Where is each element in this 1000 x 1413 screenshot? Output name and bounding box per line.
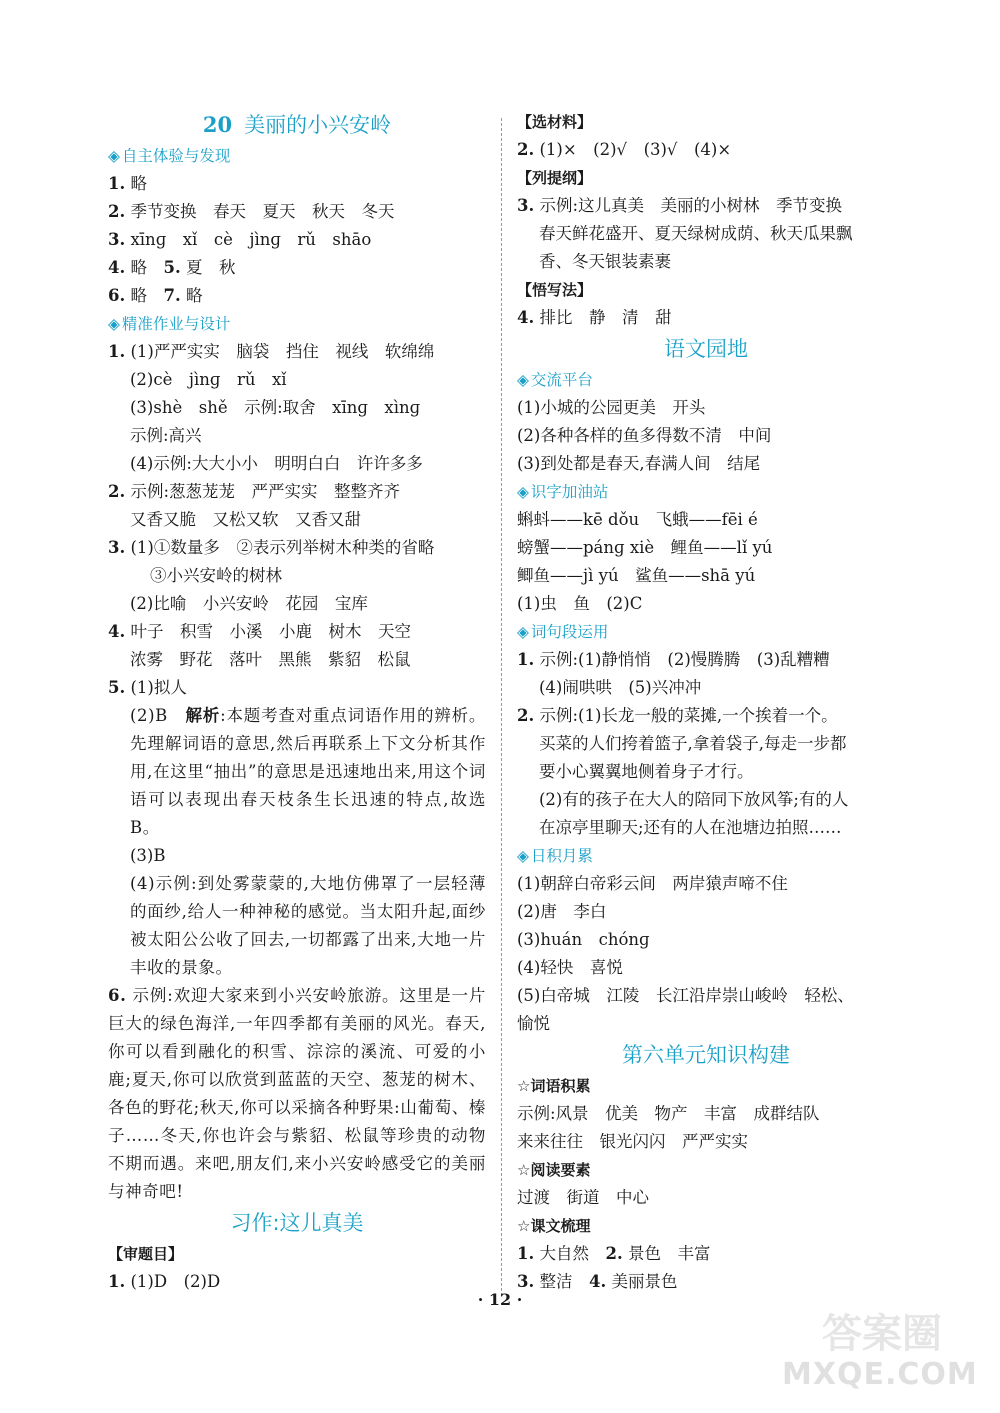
answer-line: (4)轻快 喜悦 [517, 958, 623, 977]
diamond-icon: ◈ [517, 483, 529, 501]
diamond-icon: ◈ [517, 623, 529, 641]
star-heading: ☆阅读要素 [517, 1161, 591, 1179]
bracket-heading: 【列提纲】 [517, 169, 593, 187]
answer-line: 2. (1)× (2)√ (3)√ (4)× [517, 140, 732, 159]
section-heading: ◈ 自主体验与发现 [108, 147, 231, 165]
answer-line: 6. 略 7. 略 [108, 286, 203, 305]
answer-line: 1. 示例:(1)静悄悄 (2)慢腾腾 (3)乱糟糟 [517, 650, 830, 669]
answer-line: (4)示例:大大小小 明明白白 许许多多 [130, 454, 423, 473]
answer-line: 要小心翼翼地侧着身子才行。 [539, 762, 754, 781]
diamond-icon: ◈ [517, 371, 529, 389]
unit-section-title: 语文园地 [664, 337, 748, 361]
answer-line: (5)白帝城 江陵 长江沿岸崇山峻岭 轻松、 [517, 986, 854, 1005]
section-heading: ◈ 交流平台 [517, 371, 593, 389]
answer-paragraph: (2)B 解析:本题考查对重点词语作用的辨析。先理解词语的意思,然后再联系上下文分析其作用,在这里“抽出”的意思是迅速地出来,用这个词语可以表现出春天枝条生长迅速的特点,故选B。 [130, 706, 486, 837]
answer-line: 2. 季节变换 春天 夏天 秋天 冬天 [108, 202, 395, 221]
section-heading: ◈ 词句段运用 [517, 623, 609, 641]
composition-title: 习作:这儿真美 [230, 1211, 364, 1235]
watermark-logo [782, 1311, 982, 1401]
answer-line: 春天鲜花盛开、夏天绿树成荫、秋天瓜果飘 [539, 224, 853, 243]
answer-line: (2)各种各样的鱼多得数不清 中间 [517, 426, 772, 445]
answer-line: (3)huán chónɡ [517, 930, 650, 949]
answer-line: 4. 排比 静 清 甜 [517, 308, 672, 327]
answer-line: 1. 略 [108, 174, 147, 193]
answer-paragraph: (4)示例:到处雾蒙蒙的,大地仿佛罩了一层轻薄的面纱,给人一种神秘的感觉。当太阳升起,面纱被太阳公公收了回去,一切都露了出来,大地一片丰收的景象。 [130, 874, 486, 977]
answer-line: (2)唐 李白 [517, 902, 607, 921]
answer-line: 在凉亭里聊天;还有的人在池塘边拍照…… [539, 818, 842, 837]
lesson-number: 20 [202, 112, 233, 137]
answer-line: 买菜的人们挎着篮子,拿着袋子,每走一步都 [539, 734, 847, 753]
diamond-icon: ◈ [108, 315, 120, 333]
diamond-icon: ◈ [517, 847, 529, 865]
answer-line: (2)cè jìnɡ rǔ xǐ [130, 370, 287, 389]
answer-line: (1)小城的公园更美 开头 [517, 398, 706, 417]
answer-line: (2)比喻 小兴安岭 花园 宝库 [130, 594, 368, 613]
answer-line: 1. 大自然 2. 景色 丰富 [517, 1244, 711, 1263]
watermark-top-text: 答案圈 [822, 1311, 942, 1357]
answer-line: 香、冬天银装素裹 [539, 252, 671, 271]
answer-line: 示例:风景 优美 物产 丰富 成群结队 [517, 1104, 820, 1123]
left-column [108, 108, 486, 1296]
answer-line: 示例:高兴 [130, 426, 202, 445]
answer-line: (3)B [130, 846, 166, 865]
answer-line: 又香又脆 又松又软 又香又甜 [130, 510, 361, 529]
star-heading: ☆词语积累 [517, 1077, 591, 1095]
answer-line: 1. (1)D (2)D [108, 1272, 221, 1291]
page-number: · 12 · [477, 1290, 523, 1309]
section-heading: ◈ 精准作业与设计 [108, 315, 231, 333]
answer-line: 3. 示例:这儿真美 美丽的小树林 季节变换 [517, 196, 843, 215]
answer-line: 3. xīnɡ xǐ cè jìnɡ rǔ shāo [108, 230, 372, 249]
lesson-title-text: 美丽的小兴安岭 [244, 113, 392, 137]
answer-line: (4)闹哄哄 (5)兴冲冲 [539, 678, 702, 697]
answer-line: 2. 示例:葱葱茏茏 严严实实 整整齐齐 [108, 482, 401, 501]
answer-paragraph: 6. 示例:欢迎大家来到小兴安岭旅游。这里是一片巨大的绿色海洋,一年四季都有美丽的风光。春天,你可以看到融化的积雪、淙淙的溪流、可爱的小鹿;夏天,你可以欣赏到蓝蓝的天空、葱茏的树木、各色的野花;秋天,你可以采摘各种野果:山葡萄、榛子……冬天,你也许会与紫貂、松鼠等珍贵的动物不期而遇。来吧,朋友们,来小兴安岭感受它的美丽与神奇吧! [108, 986, 486, 1201]
answer-line: (2)有的孩子在大人的陪同下放风筝;有的人 [539, 790, 849, 809]
answer-line: 5. (1)拟人 [108, 678, 187, 697]
right-column [517, 108, 895, 1296]
answer-line: (1)朝辞白帝彩云间 两岸猿声啼不住 [517, 874, 788, 893]
lesson-title [108, 108, 486, 142]
star-heading: ☆课文梳理 [517, 1217, 591, 1235]
answer-line: 愉悦 [517, 1014, 550, 1033]
bracket-heading: 【悟写法】 [517, 281, 593, 299]
unit-summary-title: 第六单元知识构建 [622, 1043, 790, 1067]
bracket-heading: 【审题目】 [108, 1245, 184, 1263]
answer-line: 2. 示例:(1)长龙一般的菜摊,一个挨着一个。 [517, 706, 838, 725]
section-heading: ◈ 识字加油站 [517, 483, 609, 501]
watermark-bottom-text: MXQE.COM [782, 1357, 978, 1392]
answer-line: (3)到处都是春天,春满人间 结尾 [517, 454, 761, 473]
answer-line: 浓雾 野花 落叶 黑熊 紫貂 松鼠 [130, 650, 411, 669]
answer-line: 4. 略 5. 夏 秋 [108, 258, 236, 277]
answer-line: 蝌蚪——kē dǒu 飞蛾——fēi é [517, 510, 758, 529]
section-heading: ◈ 日积月累 [517, 847, 593, 865]
column-divider [501, 118, 502, 1296]
answer-line: ③小兴安岭的树林 [150, 566, 282, 585]
answer-line: 4. 叶子 积雪 小溪 小鹿 树木 天空 [108, 622, 411, 641]
answer-line: (1)虫 鱼 (2)C [517, 594, 643, 613]
answer-line: 螃蟹——pánɡ xiè 鲤鱼——lǐ yú [517, 538, 773, 557]
answer-line: (3)shè shě 示例:取舍 xīnɡ xìnɡ [130, 398, 421, 417]
answer-line: 来来往往 银光闪闪 严严实实 [517, 1132, 748, 1151]
answer-line: 3. (1)①数量多 ②表示列举树木种类的省略 [108, 538, 435, 557]
answer-line: 鲫鱼——jì yú 鲨鱼——shā yú [517, 566, 756, 585]
answer-line: 过渡 街道 中心 [517, 1188, 649, 1207]
answer-line: 1. (1)严严实实 脑袋 挡住 视线 软绵绵 [108, 342, 435, 361]
bracket-heading: 【选材料】 [517, 113, 593, 131]
answer-line: 3. 整洁 4. 美丽景色 [517, 1272, 678, 1291]
diamond-icon: ◈ [108, 147, 120, 165]
